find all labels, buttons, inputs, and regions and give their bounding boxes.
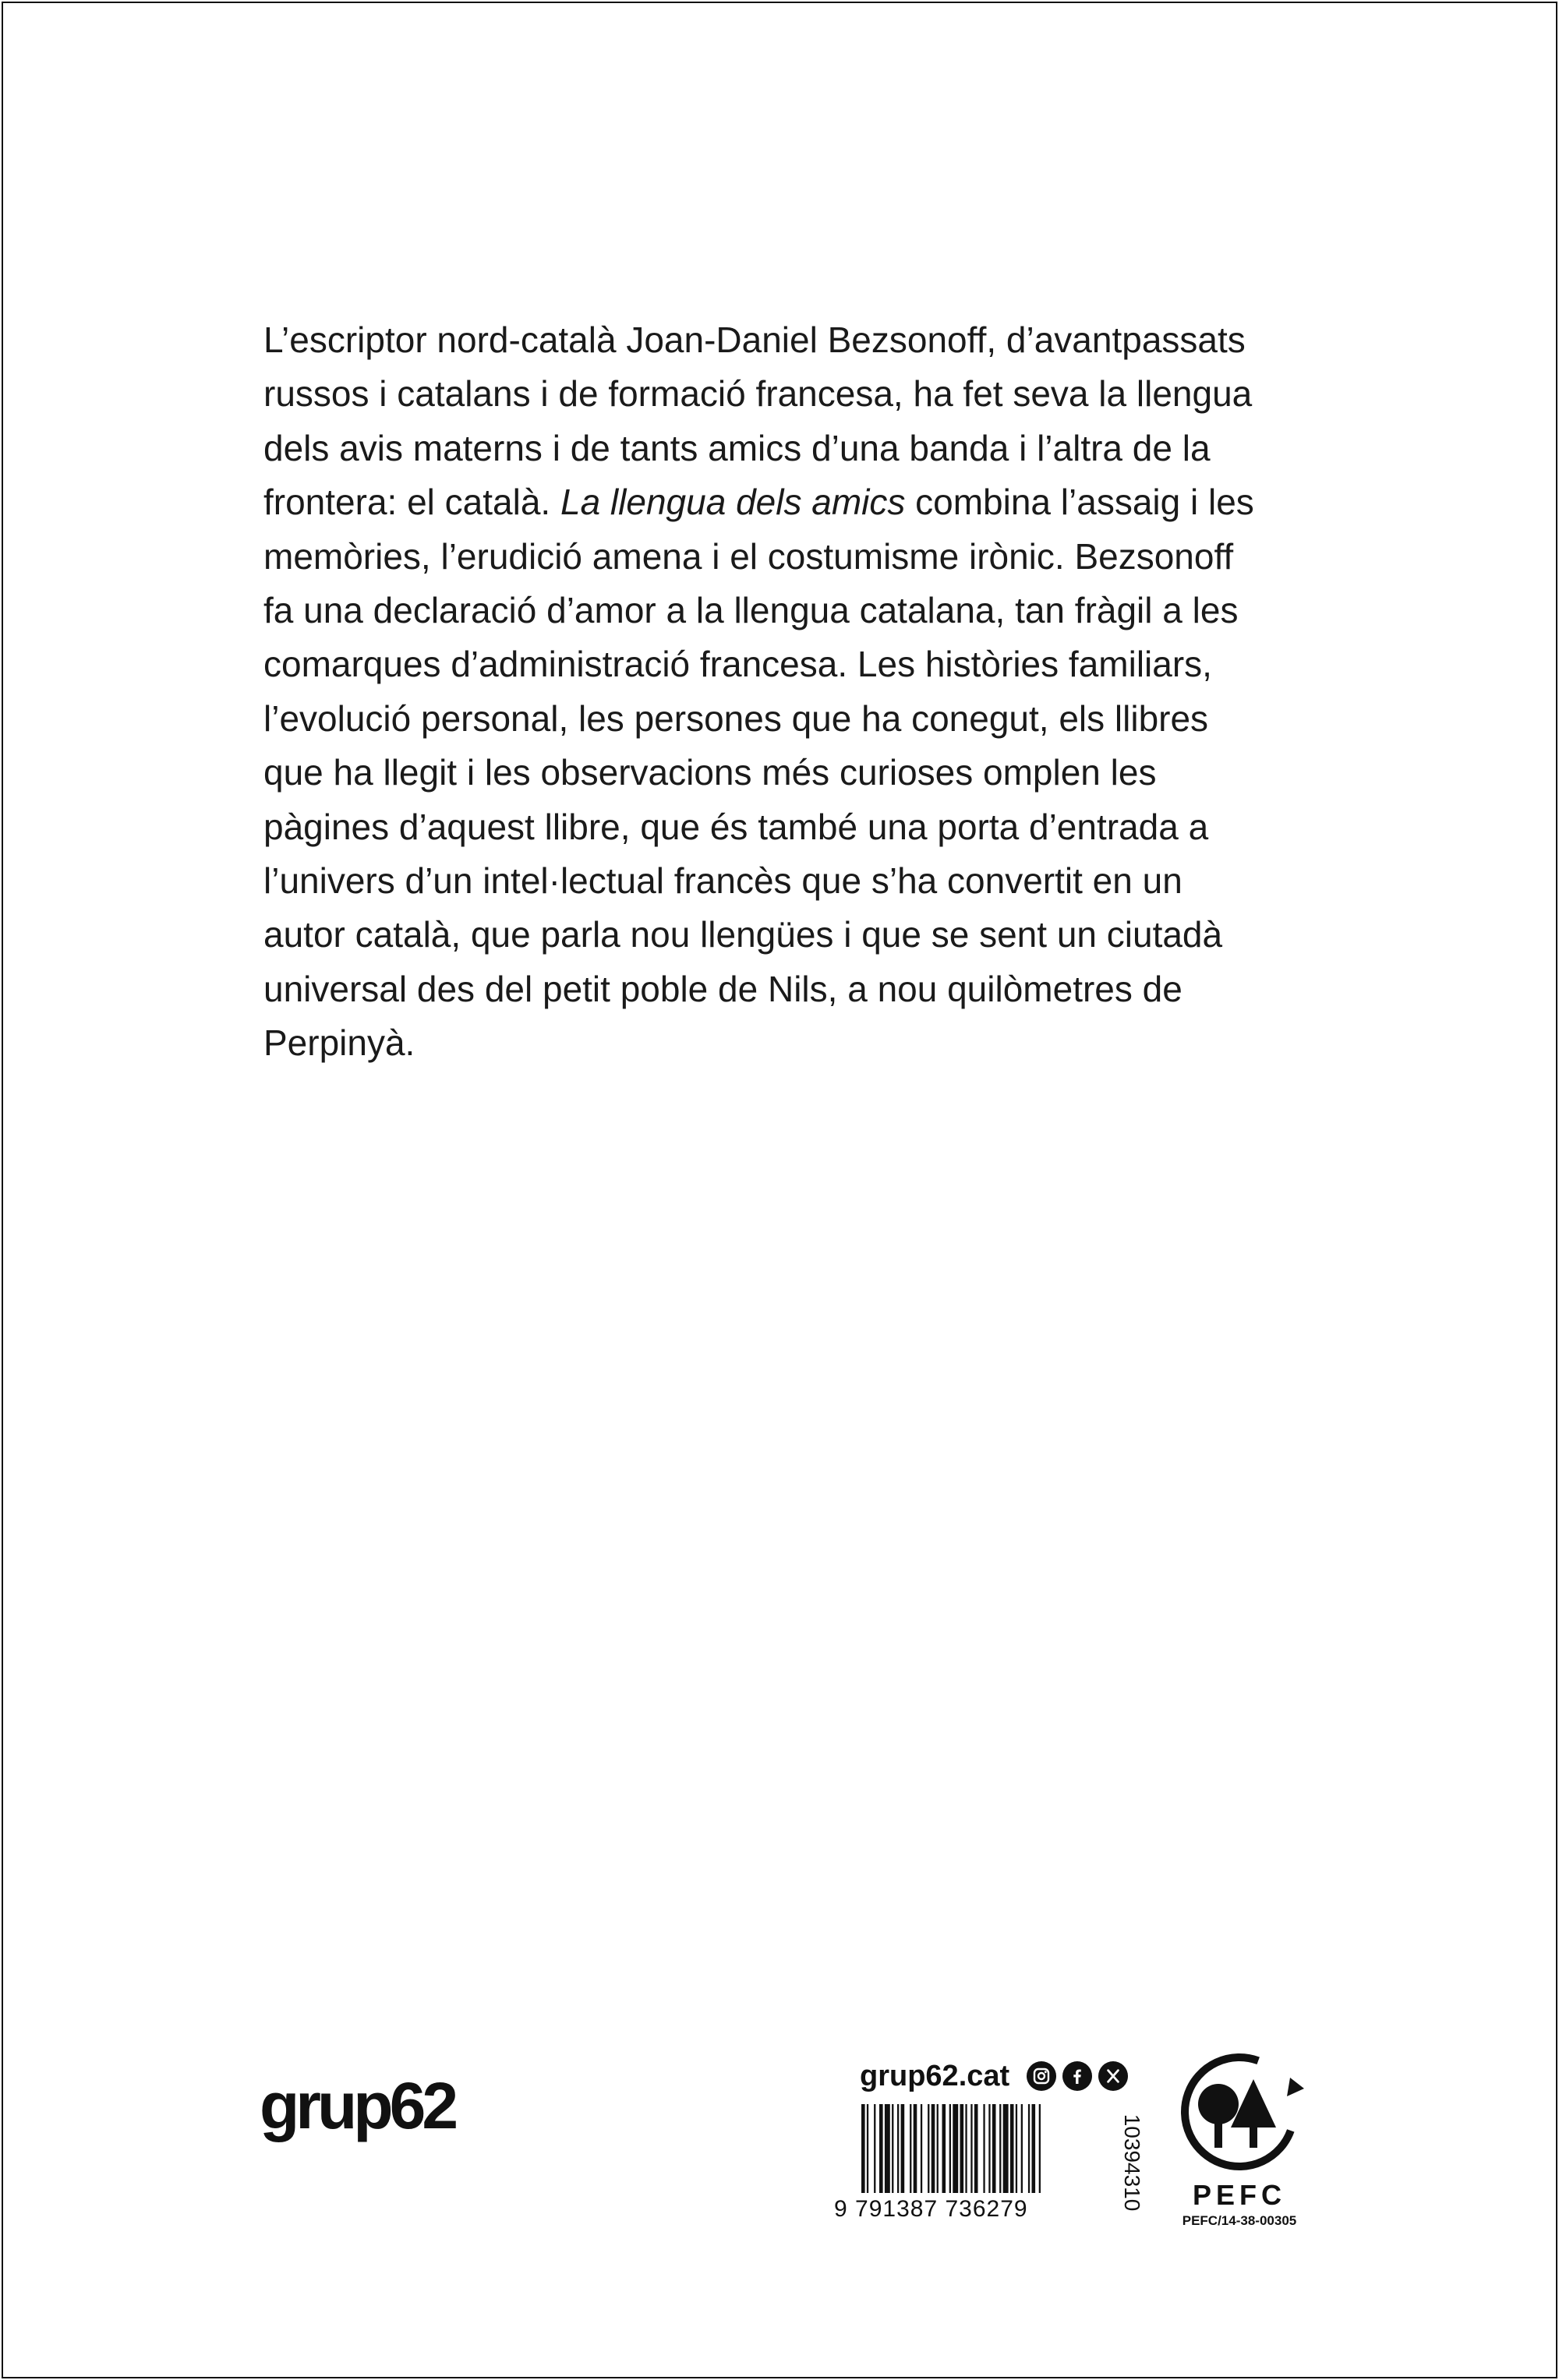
- instagram-icon: [1027, 2061, 1056, 2091]
- back-cover-blurb: [263, 313, 1324, 1071]
- blurb-line: comarques d’administració francesa. Les històries familiars,: [263, 644, 1212, 685]
- blurb-line: que ha llegit i les observacions més curioses omplen les: [263, 752, 1157, 793]
- publisher-website: grup62.cat: [860, 2059, 1010, 2092]
- blurb-line: l’evolució personal, les persones que ha conegut, els llibres: [263, 697, 1209, 739]
- blurb-line: L’escriptor nord-català Joan-Daniel Bezsonoff, d’avantpassats: [263, 320, 1246, 360]
- blurb-line: [263, 475, 1324, 529]
- blurb-line: fa una declaració d’amor a la llengua catalana, tan fràgil a les: [263, 590, 1239, 631]
- blurb-line: universal des del petit poble de Nils, a nou quilòmetres de: [263, 968, 1183, 1009]
- pefc-code: PEFC/14-38-00305: [1182, 2213, 1297, 2228]
- pefc-tree-logo: [1173, 2048, 1306, 2177]
- barcode-side-code: [1116, 2104, 1147, 2221]
- publisher-logo: grup62: [260, 2069, 455, 2142]
- blurb-line: autor català, que parla nou llengües i que se sent un ciutadà: [263, 914, 1223, 955]
- blurb-line-start: frontera: el català.: [263, 482, 551, 523]
- pefc-label: PEFC: [1192, 2179, 1286, 2211]
- blurb-line: memòries, l’erudició amena i el costumisme irònic. Bezsonoff: [263, 535, 1234, 577]
- blurb-line: dels avis materns i de tants amics d’una banda i l’altra de la: [263, 427, 1211, 468]
- isbn-barcode: [861, 2104, 1101, 2193]
- blurb-line: russos i catalans i de formació francesa, ha fet seva la llengua: [263, 373, 1253, 415]
- facebook-icon: [1062, 2061, 1092, 2091]
- blurb-line: pàgines d’aquest llibre, que és també una porta d’entrada a: [263, 806, 1209, 847]
- publisher-web-row: [860, 2057, 1128, 2095]
- blurb-line-end: combina l’assaig i les: [915, 482, 1254, 523]
- isbn-digits: 9 791387 736279: [834, 2196, 1028, 2222]
- blurb-line: Perpinyà.: [263, 1022, 415, 1064]
- book-title-italic: La llengua dels amics: [560, 482, 906, 523]
- blurb-line: l’univers d’un intel·lectual francès que s’ha convertit en un: [263, 860, 1183, 902]
- x-icon: [1098, 2061, 1128, 2091]
- side-code-text: 10394310: [1120, 2113, 1144, 2212]
